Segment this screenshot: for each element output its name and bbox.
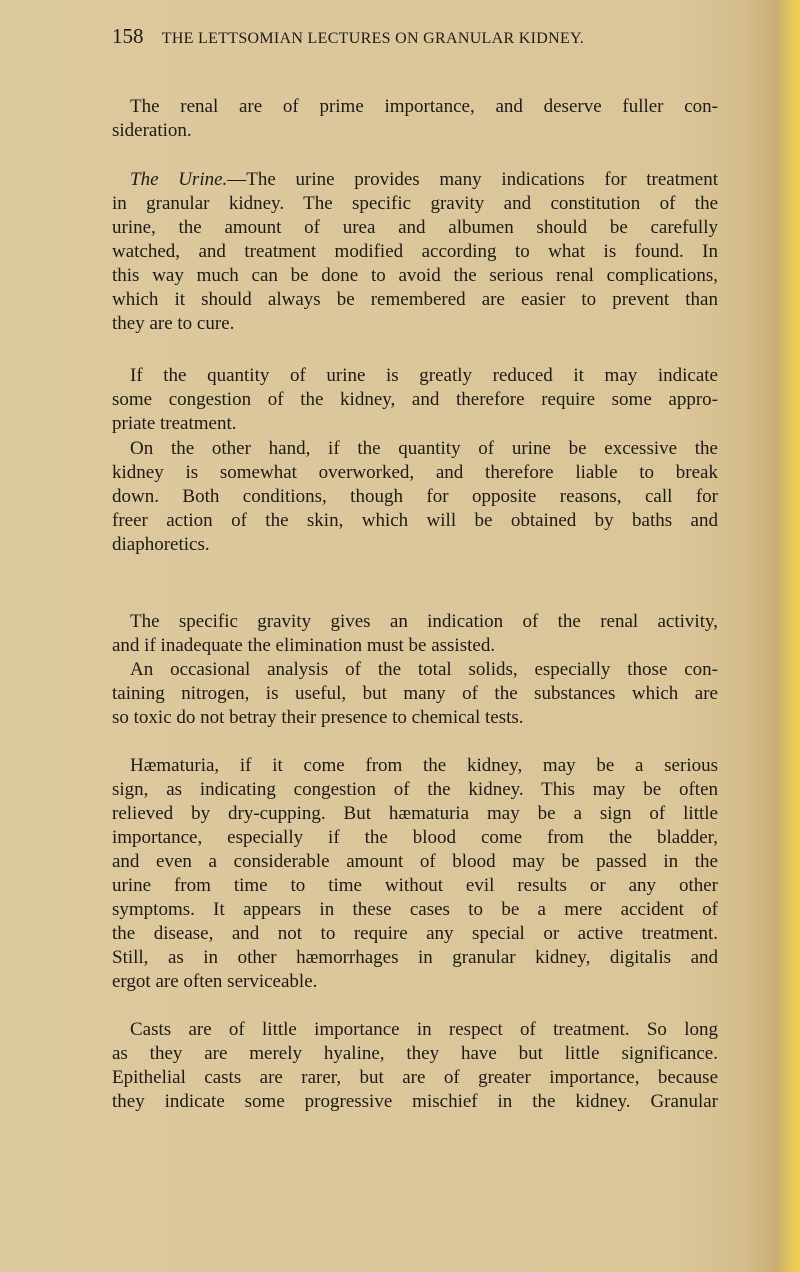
text-line: importance, especially if the blood come from the bladder, bbox=[112, 827, 718, 848]
text-line: ergot are often serviceable. bbox=[112, 971, 318, 992]
text-line: as they are merely hyaline, they have but little significance. bbox=[112, 1043, 718, 1064]
text-line: On the other hand, if the quantity of urine be excessive the bbox=[130, 438, 718, 459]
text-line: watched, and treatment modified according to what is found. In bbox=[112, 241, 718, 262]
running-title: THE LETTSOMIAN LECTURES ON GRANULAR KIDNEY. bbox=[161, 30, 585, 47]
text-line: urine from time to time without evil results or any other bbox=[112, 875, 718, 896]
paragraph bbox=[112, 168, 718, 336]
text-line: and if inadequate the elimination must be assisted. bbox=[112, 635, 496, 656]
text-line: If the quantity of urine is greatly reduced it may indicate bbox=[130, 365, 718, 386]
paragraph bbox=[112, 1018, 718, 1114]
text-line: down. Both conditions, though for opposite reasons, call for bbox=[112, 486, 718, 507]
text-line: this way much can be done to avoid the serious renal complications, bbox=[112, 265, 718, 286]
text-line: sign, as indicating congestion of the kidney. This may be often bbox=[112, 779, 718, 800]
text-line bbox=[112, 168, 718, 192]
text-line: taining nitrogen, is useful, but many of the substances which are bbox=[112, 683, 718, 704]
text-line: The renal are of prime importance, and deserve fuller con- bbox=[130, 96, 718, 117]
text-line: and even a considerable amount of blood may be passed in the bbox=[112, 851, 718, 872]
paragraph bbox=[112, 364, 718, 436]
text-line: Hæmaturia, if it come from the kidney, may be a serious bbox=[130, 755, 718, 776]
paragraph bbox=[112, 95, 718, 143]
text-line: they are to cure. bbox=[112, 313, 235, 334]
paragraph bbox=[112, 437, 718, 557]
text-line: An occasional analysis of the total solids, especially those con- bbox=[130, 659, 718, 680]
text-line: the disease, and not to require any special or active treatment. bbox=[112, 923, 718, 944]
line-text: —The urine provides many indications for treatment bbox=[227, 169, 718, 190]
text-line: priate treatment. bbox=[112, 413, 237, 434]
text-line: which it should always be remembered are easier to prevent than bbox=[112, 289, 718, 310]
text-line: Epithelial casts are rarer, but are of greater importance, because bbox=[112, 1067, 718, 1088]
running-header bbox=[112, 24, 732, 49]
section-heading: The Urine. bbox=[130, 169, 228, 190]
text-line: some congestion of the kidney, and therefore require some appro- bbox=[112, 389, 718, 410]
text-line: so toxic do not betray their presence to chemical tests. bbox=[112, 707, 524, 728]
text-line: they indicate some progressive mischief in the kidney. Granular bbox=[112, 1091, 718, 1112]
paragraph bbox=[112, 754, 718, 994]
text-line: sideration. bbox=[112, 120, 192, 141]
text-line: diaphoretics. bbox=[112, 534, 210, 555]
paragraph bbox=[112, 610, 718, 658]
text-line: freer action of the skin, which will be obtained by baths and bbox=[112, 510, 718, 531]
text-line: urine, the amount of urea and albumen should be carefully bbox=[112, 217, 718, 238]
text-line: Casts are of little importance in respect of treatment. So long bbox=[130, 1019, 718, 1040]
text-line: in granular kidney. The specific gravity and constitution of the bbox=[112, 193, 718, 214]
text-line: relieved by dry-cupping. But hæmaturia may be a sign of little bbox=[112, 803, 718, 824]
page-number: 158 bbox=[112, 24, 144, 48]
paragraph bbox=[112, 658, 718, 730]
text-line: Still, as in other hæmorrhages in granular kidney, digitalis and bbox=[112, 947, 718, 968]
text-line: The specific gravity gives an indication of the renal activity, bbox=[130, 611, 718, 632]
text-line: symptoms. It appears in these cases to be a mere accident of bbox=[112, 899, 718, 920]
text-line: kidney is somewhat overworked, and therefore liable to break bbox=[112, 462, 718, 483]
